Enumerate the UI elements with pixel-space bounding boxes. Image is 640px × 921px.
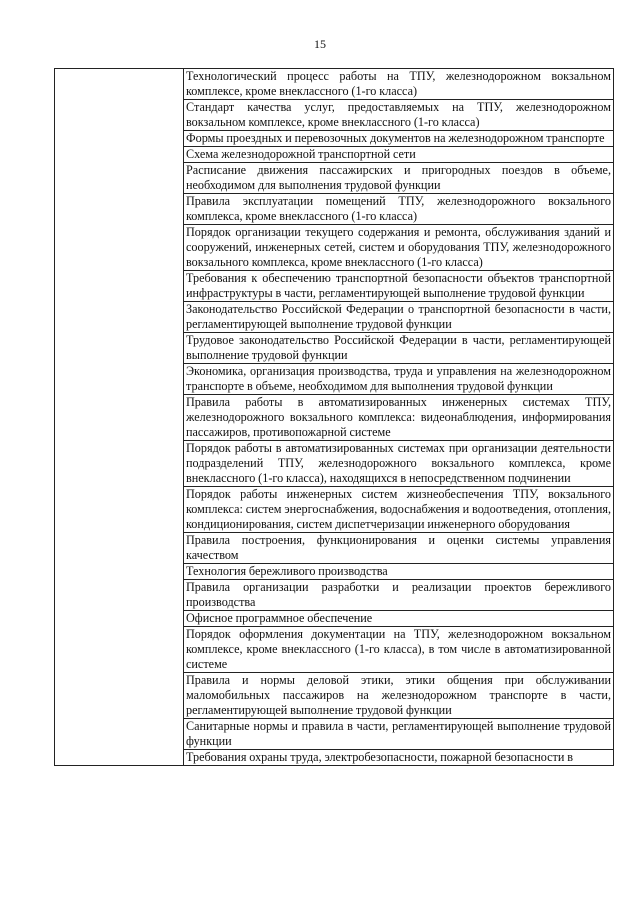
requirement-cell	[184, 131, 614, 147]
requirement-text: Формы проездных и перевозочных документов на железнодорожном транспорте	[186, 131, 605, 145]
requirement-text: Санитарные нормы и правила в части, регламентирующей выполнение трудовой функции	[186, 719, 611, 748]
requirement-cell	[184, 69, 614, 100]
label-cell-empty	[55, 69, 184, 766]
requirement-cell	[184, 719, 614, 750]
requirement-cell	[184, 395, 614, 441]
requirement-cell	[184, 271, 614, 302]
requirement-text: Технология бережливого производства	[186, 564, 388, 578]
requirement-text: Офисное программное обеспечение	[186, 611, 373, 625]
requirement-cell	[184, 163, 614, 194]
requirement-cell	[184, 147, 614, 163]
requirement-cell	[184, 673, 614, 719]
requirement-cell	[184, 627, 614, 673]
requirement-cell	[184, 194, 614, 225]
table-row	[55, 69, 614, 100]
requirement-cell	[184, 302, 614, 333]
requirement-text: Порядок работы инженерных систем жизнеобеспечения ТПУ, вокзального комплекса: систем энергоснабжения, водоснабжения и водоотведения, отопления, кондиционирования, систем диспетчеризации инженерного оборудования	[186, 487, 611, 531]
page-number: 15	[314, 37, 326, 51]
requirement-text: Правила построения, функционирования и оценки системы управления качеством	[186, 533, 611, 562]
requirement-cell	[184, 364, 614, 395]
requirement-text: Правила и нормы деловой этики, этики общения при обслуживании маломобильных пассажиров на железнодорожном транспорте в части, регламентирующей выполнение трудовой функции	[186, 673, 611, 717]
requirement-text: Порядок работы в автоматизированных системах при организации деятельности подразделений ТПУ, железнодорожного вокзального комплекса, кроме внеклассного (1-го класса), находящихся в непосредственном подчинении	[186, 441, 611, 485]
requirement-text: Правила организации разработки и реализации проектов бережливого производства	[186, 580, 611, 609]
requirement-text: Стандарт качества услуг, предоставляемых на ТПУ, железнодорожном вокзальном комплексе, кроме внеклассного (1-го класса)	[186, 100, 611, 129]
requirement-cell	[184, 487, 614, 533]
requirement-text: Правила эксплуатации помещений ТПУ, железнодорожного вокзального комплекса, кроме внеклассного (1-го класса)	[186, 194, 611, 223]
requirement-cell	[184, 225, 614, 271]
requirement-cell	[184, 533, 614, 564]
requirement-text: Расписание движения пассажирских и пригородных поездов в объеме, необходимом для выполнения трудовой функции	[186, 163, 611, 192]
requirement-text: Экономика, организация производства, труда и управления на железнодорожном транспорте в объеме, необходимом для выполнения трудовой функции	[186, 364, 611, 393]
requirement-text: Порядок организации текущего содержания и ремонта, обслуживания зданий и сооружений, инженерных сетей, систем и оборудования ТПУ, железнодорожного вокзального комплекса, кроме внеклассного (1-го класса)	[186, 225, 611, 269]
requirement-cell	[184, 564, 614, 580]
requirement-text: Трудовое законодательство Российской Федерации в части, регламентирующей выполнение трудовой функции	[186, 333, 611, 362]
requirement-cell	[184, 333, 614, 364]
requirement-cell	[184, 580, 614, 611]
requirement-text: Требования к обеспечению транспортной безопасности объектов транспортной инфраструктуры в части, регламентирующей выполнение трудовой функции	[186, 271, 611, 300]
requirement-cell	[184, 441, 614, 487]
requirement-cell	[184, 611, 614, 627]
requirement-text: Схема железнодорожной транспортной сети	[186, 147, 416, 161]
requirement-text: Правила работы в автоматизированных инженерных системах ТПУ, железнодорожного вокзального комплекса: видеонаблюдения, информирования пассажиров, противопожарной системе	[186, 395, 611, 439]
requirement-text: Технологический процесс работы на ТПУ, железнодорожном вокзальном комплексе, кроме внеклассного (1-го класса)	[186, 69, 611, 98]
knowledge-requirements-table	[54, 68, 614, 766]
table-body	[55, 69, 614, 766]
requirement-text: Порядок оформления документации на ТПУ, железнодорожном вокзальном комплексе, кроме внеклассного (1-го класса), в том числе в автоматизированной системе	[186, 627, 611, 671]
requirement-text: Требования охраны труда, электробезопасности, пожарной безопасности в	[186, 750, 574, 764]
requirement-cell	[184, 100, 614, 131]
requirement-cell	[184, 750, 614, 766]
requirement-text: Законодательство Российской Федерации о транспортной безопасности в части, регламентирующей выполнение трудовой функции	[186, 302, 611, 331]
